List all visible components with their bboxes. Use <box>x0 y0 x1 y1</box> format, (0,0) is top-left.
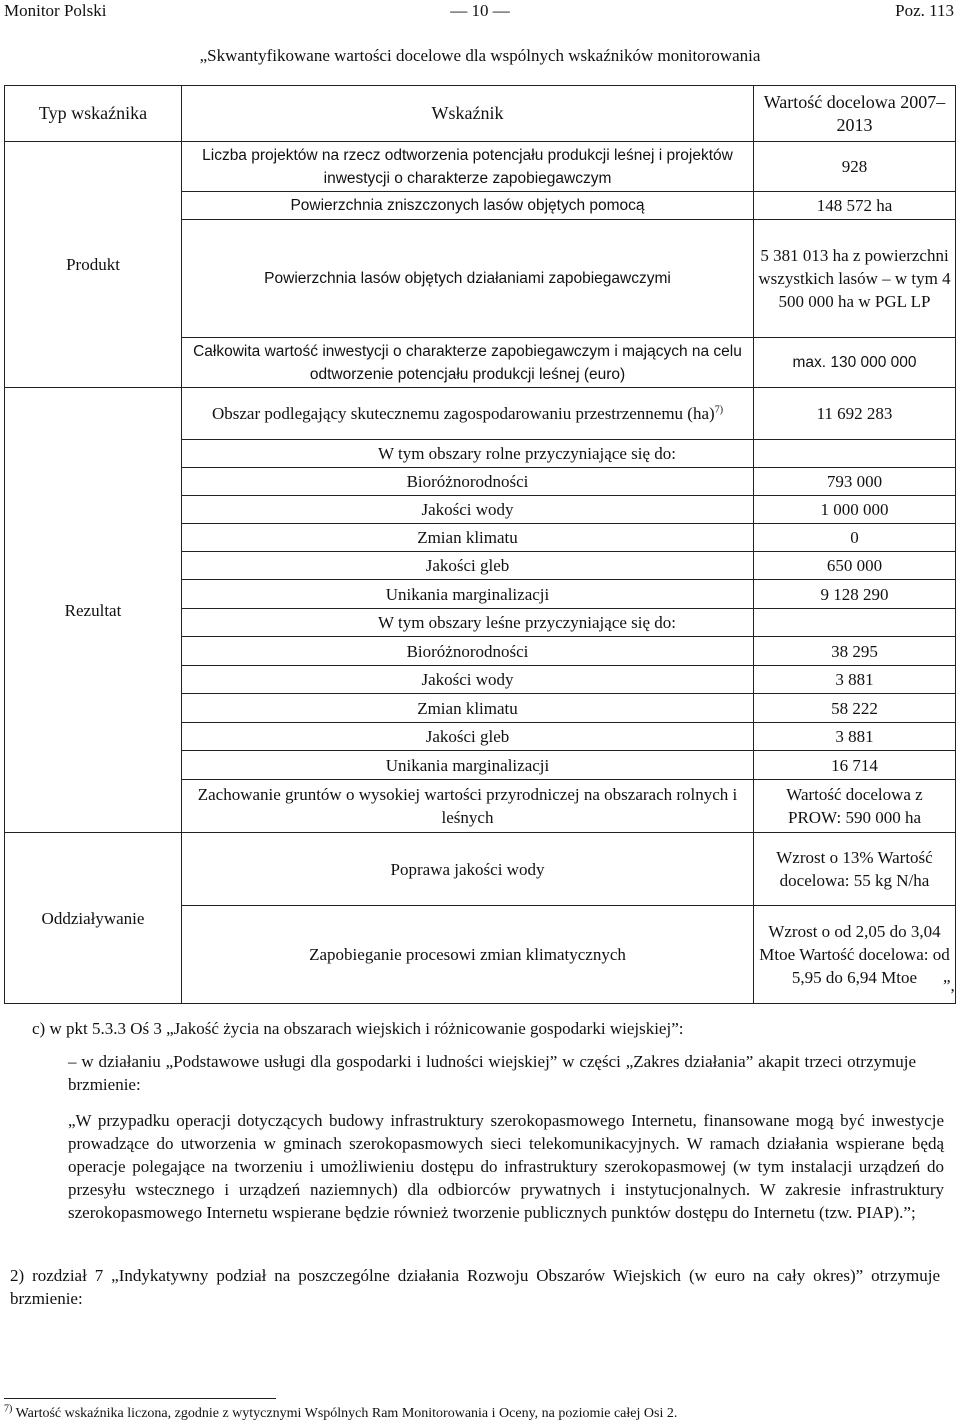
value-cell: 9 128 290 <box>754 580 956 609</box>
indicator-cell: Zachowanie gruntów o wysokiej wartości przyrodniczej na obszarach rolnych i leśnych <box>182 780 754 833</box>
item-c: c) w pkt 5.3.3 Oś 3 „Jakość życia na obszarach wiejskich i różnicowanie gospodarki wiejskiej”: <box>32 1019 684 1038</box>
table-header-row <box>5 86 956 142</box>
value-cell: Wzrost o od 2,05 do 3,04 Mtoe Wartość docelowa: od 5,95 do 6,94 Mtoe <box>754 906 956 1004</box>
value-cell <box>754 609 956 637</box>
dash-paragraph: – w działaniu „Podstawowe usługi dla gospodarki i ludności wiejskiej” w części „Zakres działania” akapit trzeci otrzymuje brzmienie: <box>68 1052 916 1094</box>
indicator-cell: Jakości gleb <box>182 723 754 751</box>
indicator-cell: Unikania marginalizacji <box>182 751 754 780</box>
indicators-table <box>4 85 956 1004</box>
indicator-cell: Liczba projektów na rzecz odtworzenia potencjału produkcji leśnej i projektów inwestycji o charakterze zapobiegawczym <box>182 142 754 192</box>
indicator-cell: Poprawa jakości wody <box>182 833 754 906</box>
column-header-indicator: Wskaźnik <box>182 86 754 142</box>
column-header-target: Wartość docelowa 2007–2013 <box>754 86 956 142</box>
indicator-cell: Powierzchnia lasów objętych działaniami zapobiegawczymi <box>182 220 754 338</box>
closing-quote: ”, <box>943 976 955 995</box>
value-cell: 3 881 <box>754 723 956 751</box>
indicator-cell: Jakości gleb <box>182 552 754 580</box>
subgroup-header-rolne: W tym obszary rolne przyczyniające się do: <box>182 440 754 468</box>
value-cell: 928 <box>754 142 956 192</box>
indicator-cell: Unikania marginalizacji <box>182 580 754 609</box>
footnote-rule <box>4 1398 276 1399</box>
group-label-rezultat: Rezultat <box>5 388 182 833</box>
subgroup-header-lesne: W tym obszary leśne przyczyniające się do: <box>182 609 754 637</box>
indicator-text: Obszar podlegający skutecznemu zagospodarowaniu przestrzennemu (ha) <box>211 404 715 423</box>
value-cell <box>754 440 956 468</box>
value-cell: max. 130 000 000 <box>754 338 956 388</box>
value-cell: 148 572 ha <box>754 192 956 220</box>
quoted-paragraph: „W przypadku operacji dotyczących budowy infrastruktury szerokopasmowego Internetu, finansowane mogą być inwestycje prowadzące do utworzenia w gminach szerokopasmowych sieci telekomunikacyjnych. W ramach działania wspierane będą operacje polegające na tworzeniu i umożliwieniu dostępu do infrastruktury szerokopasmowej (w tym instalacji urządzeń do przesyłu wstecznego i urządzeń naziemnych) dla odbiorców prywatnych i instytucjonalnych. W zakresie infrastruktury szerokopasmowego Internetu wspierane będzie również tworzenie publicznych punktów dostępu do Internetu (tzw. PIAP).”; <box>68 1111 944 1222</box>
running-header-left: Monitor Polski <box>4 1 107 20</box>
indicator-cell <box>182 388 754 440</box>
value-cell: 650 000 <box>754 552 956 580</box>
table-row <box>5 142 956 192</box>
group-label-produkt: Produkt <box>5 142 182 388</box>
value-cell: 3 881 <box>754 666 956 694</box>
indicator-cell: Zmian klimatu <box>182 694 754 723</box>
value-cell: 793 000 <box>754 468 956 496</box>
page-number: — 10 — <box>450 1 510 20</box>
value-cell: Wzrost o 13% Wartość docelowa: 55 kg N/ha <box>754 833 956 906</box>
indicator-cell: Powierzchnia zniszczonych lasów objętych pomocą <box>182 192 754 220</box>
indicator-cell: Całkowita wartość inwestycji o charakterze zapobiegawczym i mających na celu odtworzenie potencjału produkcji leśnej (euro) <box>182 338 754 388</box>
table-row <box>5 388 956 440</box>
indicator-cell: Zapobieganie procesowi zmian klimatycznych <box>182 906 754 1004</box>
value-cell: 0 <box>754 524 956 552</box>
value-cell: 38 295 <box>754 637 956 666</box>
value-cell: 16 714 <box>754 751 956 780</box>
indicator-cell: Jakości wody <box>182 666 754 694</box>
indicator-cell: Jakości wody <box>182 496 754 524</box>
value-cell: 11 692 283 <box>754 388 956 440</box>
position-number: Poz. 113 <box>895 1 954 20</box>
column-header-type: Typ wskaźnika <box>5 86 182 142</box>
indicator-cell: Zmian klimatu <box>182 524 754 552</box>
table-row <box>5 833 956 906</box>
table-title: „Skwantyfikowane wartości docelowe dla wspólnych wskaźników monitorowania <box>199 46 761 65</box>
footnote-text: Wartość wskaźnika liczona, zgodnie z wytycznymi Wspólnych Ram Monitorowania i Oceny, na poziomie całej Osi 2. <box>15 1406 678 1421</box>
value-cell: 1 000 000 <box>754 496 956 524</box>
item-2: 2) rozdział 7 „Indykatywny podział na poszczególne działania Rozwoju Obszarów Wiejskich (w euro na cały okres)” otrzymuje brzmienie: <box>10 1266 940 1308</box>
value-cell: 5 381 013 ha z powierzchni wszystkich lasów – w tym 4 500 000 ha w PGL LP <box>754 220 956 338</box>
indicator-cell: Bioróżnorodności <box>182 637 754 666</box>
footnote-mark: 7) <box>4 1403 13 1415</box>
value-cell: 58 222 <box>754 694 956 723</box>
footnote-ref: 7) <box>714 404 724 416</box>
indicator-cell: Bioróżnorodności <box>182 468 754 496</box>
footnote <box>4 1403 678 1422</box>
value-cell: Wartość docelowa z PROW: 590 000 ha <box>754 780 956 833</box>
group-label-oddzialywanie: Oddziaływanie <box>5 833 182 1004</box>
